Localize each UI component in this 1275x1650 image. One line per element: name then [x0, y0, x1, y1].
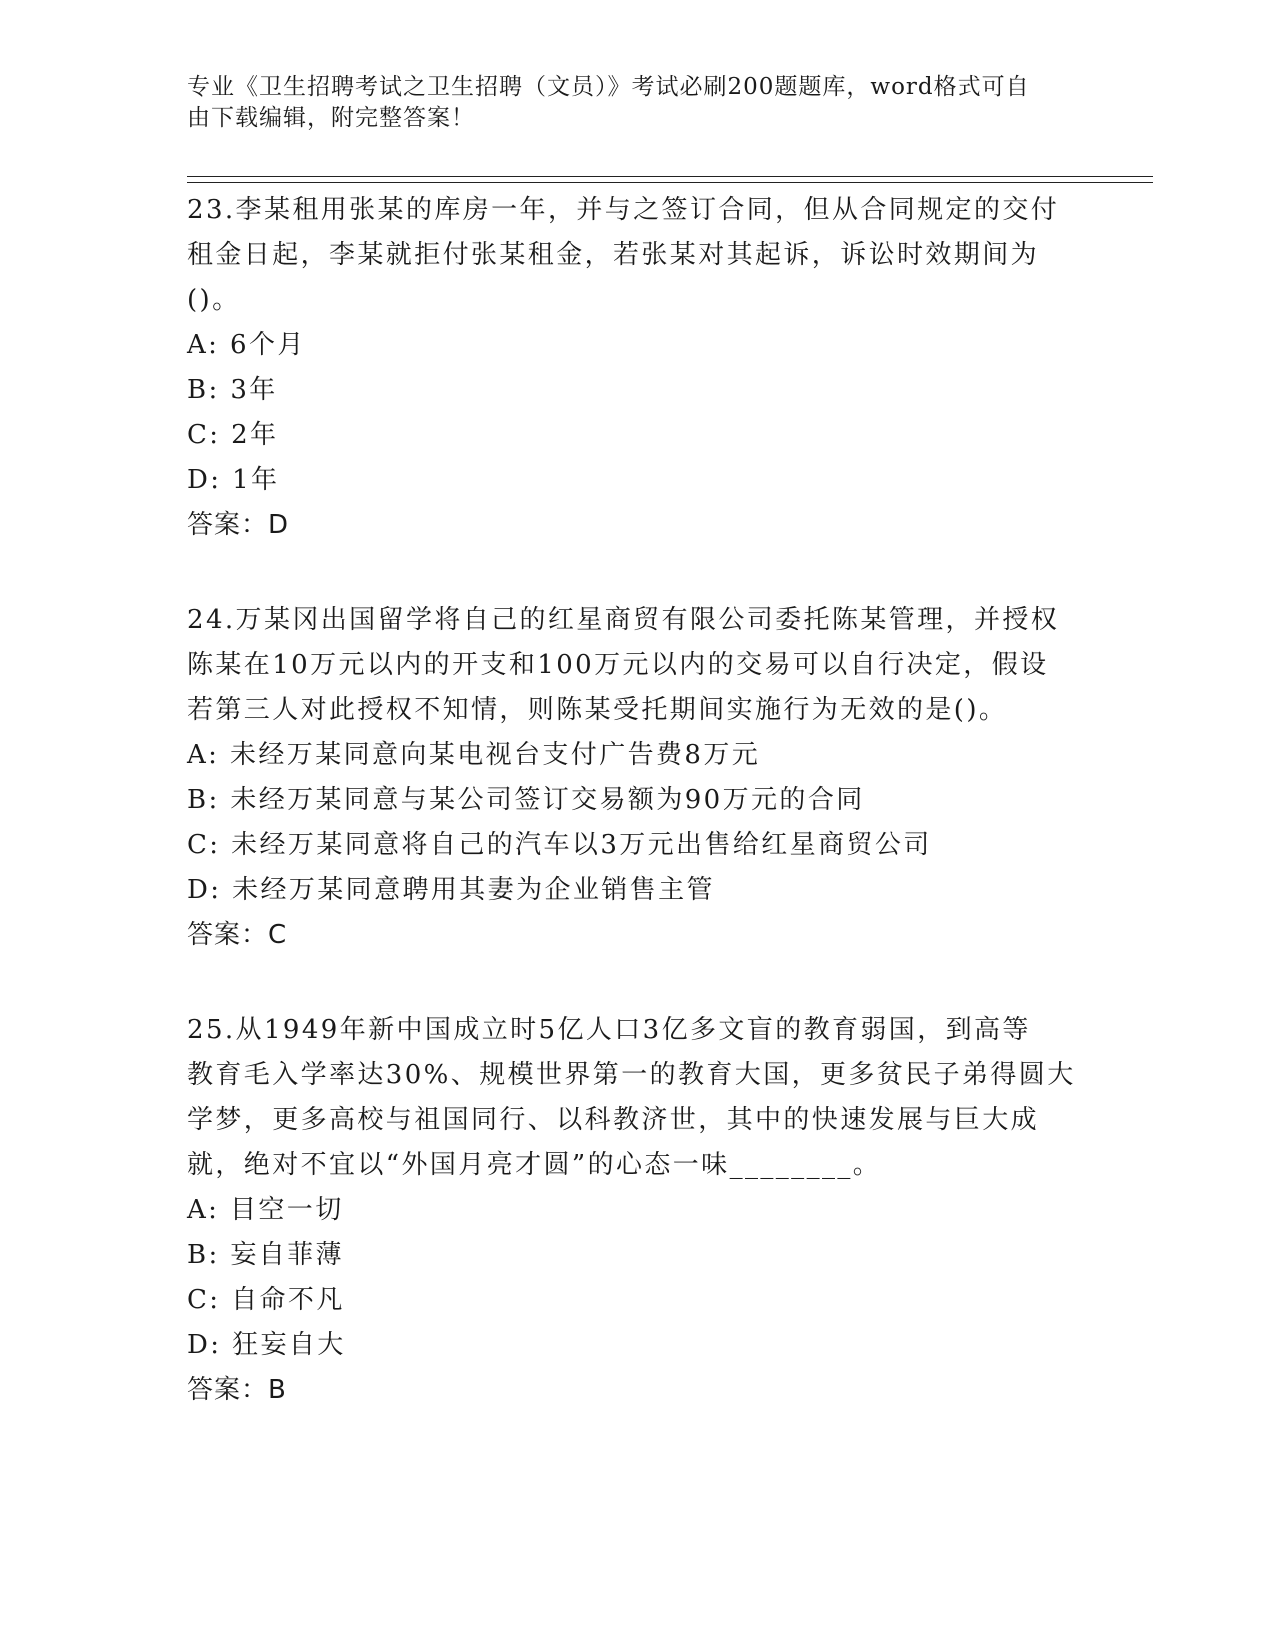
option-b: B: 妄自菲薄	[187, 1240, 344, 1270]
question-stem-line: 25.从1949年新中国成立时5亿人口3亿多文盲的教育弱国，到高等	[187, 1015, 1031, 1045]
option-a: A: 未经万某同意向某电视台支付广告费8万元	[187, 740, 761, 770]
option-b: B: 未经万某同意与某公司签订交易额为90万元的合同	[187, 785, 865, 815]
answer-line: 答案：C	[187, 920, 288, 950]
option-c: C: 未经万某同意将自己的汽车以3万元出售给红星商贸公司	[187, 830, 932, 860]
answer-line: 答案：D	[187, 510, 290, 540]
option-a: A: 目空一切	[187, 1195, 344, 1225]
option-a: A: 6个月	[187, 330, 306, 360]
option-d: D: 未经万某同意聘用其妻为企业销售主管	[187, 875, 715, 905]
question-stem-line: 就，绝对不宜以“外国月亮才圆”的心态一味________。	[187, 1150, 882, 1180]
option-c: C: 2年	[187, 420, 279, 450]
question-stem-line: 陈某在10万元以内的开支和100万元以内的交易可以自行决定，假设	[187, 650, 1049, 680]
question-24	[187, 598, 1087, 958]
question-stem-line: ()。	[187, 285, 241, 315]
option-b: B: 3年	[187, 375, 278, 405]
question-stem-line: 若第三人对此授权不知情，则陈某受托期间实施行为无效的是()。	[187, 695, 1008, 725]
header-divider-top	[187, 176, 1153, 177]
document-header	[187, 72, 1067, 134]
option-d: D: 狂妄自大	[187, 1330, 346, 1360]
question-25	[187, 1008, 1087, 1413]
answer-line: 答案：B	[187, 1375, 287, 1405]
option-d: D: 1年	[187, 465, 280, 495]
question-stem-line: 24.万某冈出国留学将自己的红星商贸有限公司委托陈某管理，并授权	[187, 605, 1060, 635]
question-stem-line: 23.李某租用张某的库房一年，并与之签订合同，但从合同规定的交付	[187, 195, 1060, 225]
question-stem-line: 租金日起，李某就拒付张某租金，若张某对其起诉，诉讼时效期间为	[187, 240, 1040, 270]
question-stem-line: 教育毛入学率达30%、规模世界第一的教育大国，更多贫民子弟得圆大	[187, 1060, 1076, 1090]
option-c: C: 自命不凡	[187, 1285, 345, 1315]
question-23	[187, 188, 1087, 548]
header-divider-bottom	[187, 182, 1153, 183]
header-line-1: 专业《卫生招聘考试之卫生招聘（文员）》考试必刷200题题库，word格式可自	[187, 74, 1030, 100]
question-stem-line: 学梦，更多高校与祖国同行、以科教济世，其中的快速发展与巨大成	[187, 1105, 1040, 1135]
header-line-2: 由下载编辑，附完整答案！	[187, 105, 475, 131]
